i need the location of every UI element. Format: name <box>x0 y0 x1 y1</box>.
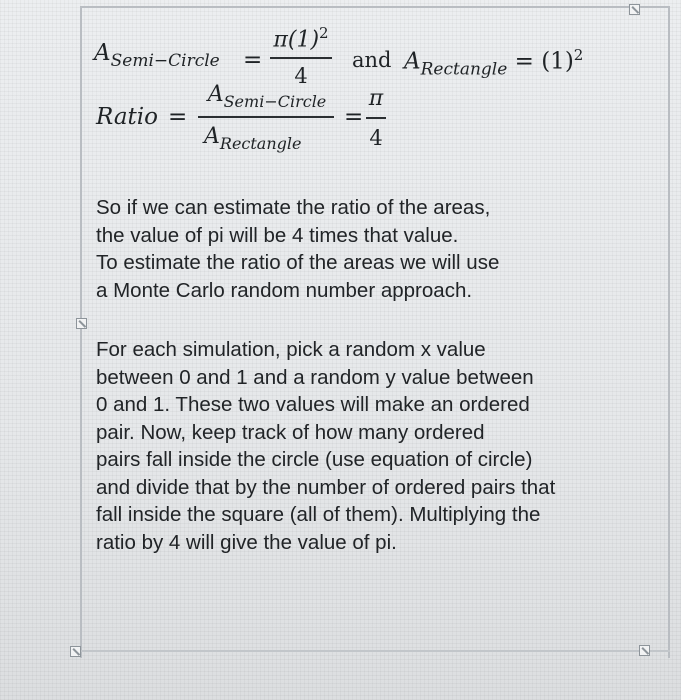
anchor-handle-icon[interactable] <box>76 318 87 329</box>
formula-area-semicircle <box>94 40 220 71</box>
pi-symbol: π <box>368 86 384 111</box>
bottom-divider <box>80 650 670 652</box>
fraction-bar <box>270 57 332 59</box>
ratio-label: Ratio <box>96 104 159 130</box>
anchor-handle-icon[interactable] <box>70 646 81 657</box>
ratio-denominator: $A_{Rectangle}$ <box>204 124 302 153</box>
fraction-pi-over-4 <box>266 24 336 88</box>
equals-sign: = <box>243 47 263 73</box>
equals-sign: = <box>168 104 188 130</box>
four-digit: 4 <box>369 126 383 150</box>
and-word: and <box>352 48 392 72</box>
fraction-area-ratio <box>196 82 338 153</box>
equals-sign: = <box>344 104 364 130</box>
fraction-pi-over-4 <box>364 86 388 150</box>
resize-handle-icon[interactable] <box>629 4 640 15</box>
fraction-denominator: 4 <box>294 64 308 88</box>
ratio-numerator: $A_{Semi-Circle}$ <box>207 82 327 111</box>
area-subscript: Semi−Circle <box>110 51 220 71</box>
fraction-bar <box>198 116 334 118</box>
fraction-bar <box>366 117 386 119</box>
fraction-numerator: $\pi(1)^2$ <box>273 24 329 53</box>
paragraph-estimate-ratio: So if we can estimate the ratio of the areas, the value of pi will be 4 times that value. To estimate the ratio of the areas we will use a Monte Carlo random number approach. <box>96 196 500 302</box>
formula-area-rectangle: $A_{Rectangle} = (1)^2$ <box>404 46 584 80</box>
area-symbol: A <box>94 40 111 66</box>
resize-handle-icon[interactable] <box>639 645 650 656</box>
paragraph-simulation-steps: For each simulation, pick a random x value between 0 and 1 and a random y value between 0 and 1. These two values will make an ordered pair. Now, keep track of how many ordered pairs fall inside the circle (use equation of circle) and divide that by the number of ordered pairs that fall inside the square (all of them). Multiplying the ratio by 4 will give the value of pi. <box>96 338 556 554</box>
